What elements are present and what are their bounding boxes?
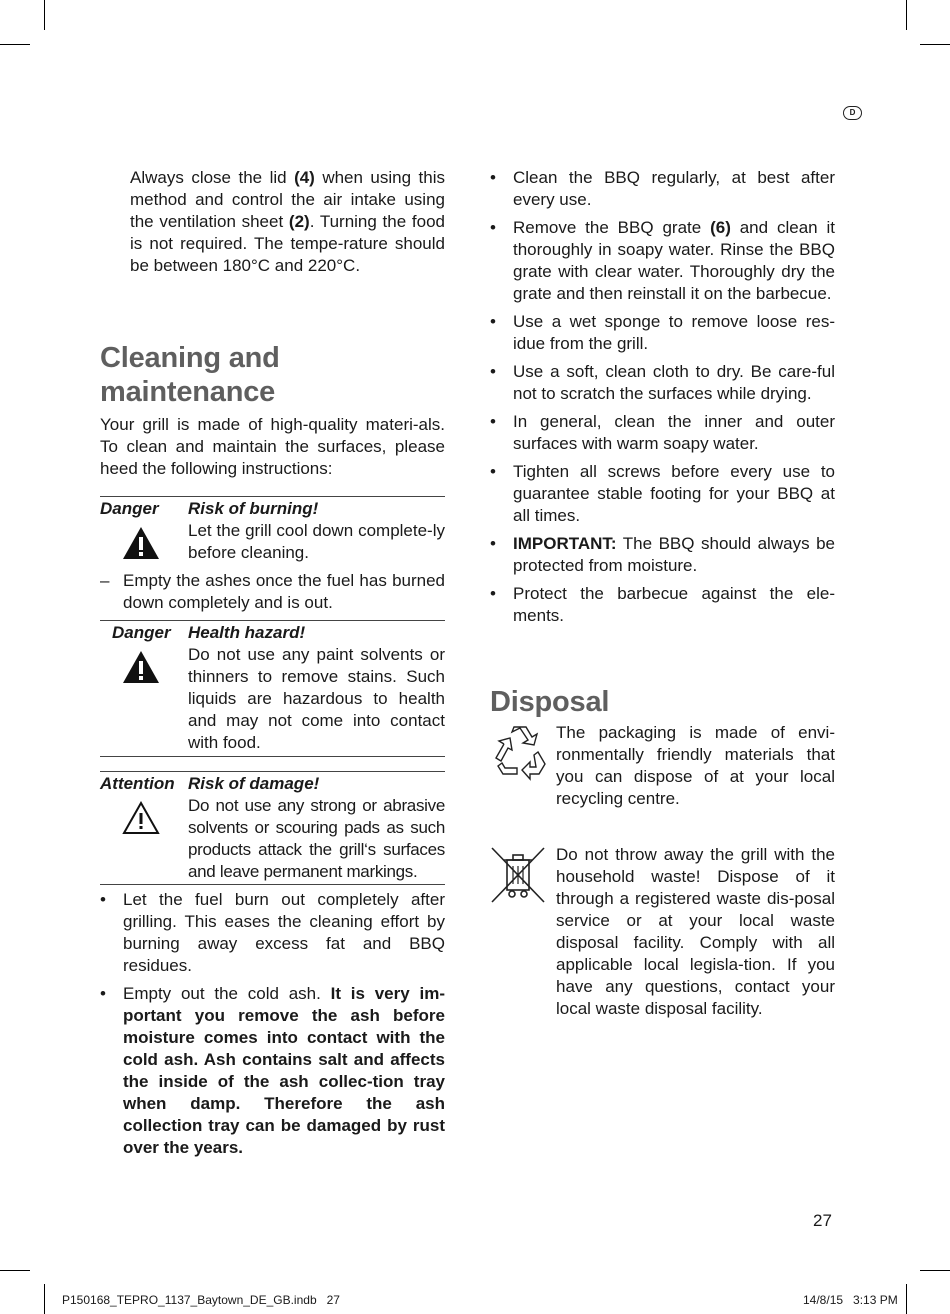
list-item — [490, 461, 835, 527]
bullet-marker: • — [490, 412, 496, 431]
text-run: and clean it thoroughly in soapy water. Rinse the BBQ grate with clear water. Thoroughly dry the grate and then reinstall it on the barbecue. — [513, 218, 835, 303]
text-run: In general, clean the inner and outer surfaces with warm soapy water. — [513, 412, 835, 453]
warning-tag: Danger — [100, 499, 159, 518]
text-run: The BBQ should always be protected from moisture. — [513, 534, 835, 575]
crop-mark — [44, 1284, 45, 1314]
divider — [100, 496, 445, 497]
text-run: Always close the lid — [130, 168, 295, 187]
cleaning-intro: Your grill is made of high-quality materi-als. To clean and maintain the surfaces, please heed the following instructions: — [100, 415, 445, 478]
dash-marker: – — [100, 571, 110, 590]
bold-text: IMPORTANT: — [513, 534, 617, 553]
warning-tag: Danger — [112, 623, 171, 642]
list-item — [490, 217, 835, 305]
warning-burning — [100, 498, 445, 564]
page-number: 27 — [813, 1211, 832, 1230]
bullet-marker: • — [100, 984, 106, 1003]
section-heading-cleaning: Cleaning and maintenance — [100, 342, 280, 408]
list-item — [490, 533, 835, 577]
recycling-block — [490, 722, 835, 810]
text-run: when using this method and control the air intake using the ventilation sheet — [130, 168, 445, 231]
bullet-marker: • — [490, 462, 496, 481]
text-run: . Turning the food is not required. The tempe-rature should be between 180°C and 220°C. — [130, 212, 445, 275]
list-item: • Let the fuel burn out completely after grilling. This eases the cleaning effort by burning away excess fat and BBQ residues. — [100, 890, 445, 975]
crop-mark — [906, 1284, 907, 1314]
warning-text: Let the grill cool down complete-ly before cleaning. — [188, 521, 445, 562]
warning-text: Do not use any strong or abrasive solvents or scouring pads as such products attack the grill‘s surfaces and leave permanent markings. — [188, 796, 445, 881]
bold-text: (4) — [294, 168, 315, 187]
crop-mark — [906, 0, 907, 30]
bullet-marker: • — [100, 890, 106, 909]
divider — [100, 620, 445, 621]
danger-triangle-icon — [122, 526, 160, 560]
text-run: Clean the BBQ regularly, at best after every use. — [513, 168, 835, 209]
text-run: Remove the BBQ grate — [513, 218, 711, 237]
attention-triangle-icon — [122, 801, 160, 835]
list-item — [490, 311, 835, 355]
crop-mark — [920, 1270, 950, 1271]
crop-mark — [44, 0, 45, 30]
list-item — [490, 411, 835, 455]
divider — [100, 756, 445, 757]
warning-health — [100, 622, 445, 754]
weee-text: Do not throw away the grill with the household waste! Dispose of it through a registered waste dis-posal service or at your local waste disposal facility. Comply with all applicable local legisla-tion. If you have any questions, contact your local waste disposal facility. — [556, 845, 835, 1018]
bullet-marker: • — [490, 534, 496, 553]
crop-mark — [920, 44, 950, 45]
footer-file: P150168_TEPRO_1137_Baytown_DE_GB.indb 27 — [62, 1293, 340, 1307]
list-item — [490, 167, 835, 211]
footer-date: 14/8/15 3:13 PM — [803, 1293, 898, 1307]
bullet-marker: • — [490, 312, 496, 331]
left-bullet-list — [100, 889, 445, 1159]
dash-item: – Empty the ashes once the fuel has burned down completely and is out. — [100, 571, 445, 612]
warning-title: Health hazard! — [188, 623, 306, 642]
danger-triangle-icon — [122, 650, 160, 684]
warning-title: Risk of damage! — [188, 774, 320, 793]
text-run: Tighten all screws before every use to guarantee stable footing for your BBQ at all times. — [513, 462, 835, 525]
bullet-marker: • — [490, 168, 496, 187]
warning-damage — [100, 773, 445, 883]
divider — [100, 771, 445, 772]
right-bullet-list — [490, 167, 835, 627]
crossed-bin-icon — [490, 846, 546, 904]
recycling-icon — [490, 724, 548, 782]
region-marker: D — [843, 106, 862, 120]
recycling-text: The packaging is made of envi-ronmentally friendly materials that you can dispose of at your local recycling centre. — [556, 723, 835, 808]
warning-text: Do not use any paint solvents or thinners to remove stains. Such liquids are hazardous to health and may not come into contact with food. — [188, 645, 445, 752]
text-run: Use a soft, clean cloth to dry. Be care-ful not to scratch the surfaces while drying. — [513, 362, 835, 403]
weee-block — [490, 844, 835, 1020]
bold-text: (2) — [288, 212, 310, 231]
crop-mark — [0, 44, 30, 45]
left-column — [100, 167, 445, 1165]
intro-paragraph — [130, 167, 445, 277]
bullet-marker: • — [490, 584, 496, 603]
crop-mark — [0, 1270, 30, 1271]
warning-tag: Attention — [100, 774, 175, 793]
divider — [100, 884, 445, 885]
bold-text: (6) — [710, 218, 731, 237]
bullet-marker: • — [490, 362, 496, 381]
list-item: • Empty out the cold ash. It is very im-portant you remove the ash before moisture comes into contact with the cold ash. Ash contains salt and affects the inside of the ash collec-tion tray when damp. Therefore the ash collection tray can be damaged by rust over the years. — [100, 984, 445, 1157]
right-column — [490, 167, 835, 1020]
bullet-marker: • — [490, 218, 496, 237]
text-run: Use a wet sponge to remove loose res-idue from the grill. — [513, 312, 835, 353]
section-heading-disposal: Disposal — [490, 686, 610, 718]
list-item — [490, 583, 835, 627]
warning-title: Risk of burning! — [188, 499, 319, 518]
list-item — [490, 361, 835, 405]
text-run: Protect the barbecue against the ele-ments. — [513, 584, 835, 625]
